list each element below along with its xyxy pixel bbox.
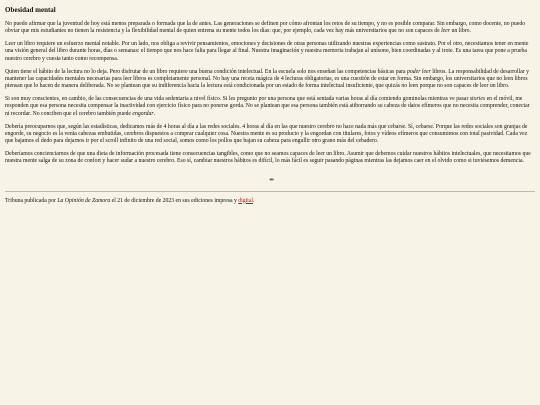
paragraph-4-text-c: .	[153, 110, 156, 117]
credit-text-a: Tribuna publicada por	[5, 197, 58, 204]
paragraph-6: Deberíamos concienciarnos de que una dieta de información procesada tiene consecuencias tangibles, como que no seamos capaces de leer un libro. Asumir que debemos cuidar nuestros hábitos intelectuales, que necesitamos que nuestra mente salga de su zona de confort y hacer sudar a nuestro cerebro. Eso sí, cambiar nuestros hábitos es difícil, lo más fácil es seguir pasando páginas mientras las dejamos caer en el olvido como si tuviésemos demencia.	[5, 151, 531, 165]
credit-text-b: el 21 de diciembre de 2023 en sus ediciones impresa y	[110, 197, 239, 204]
divider-line	[5, 191, 535, 192]
paragraph-4-text-a: Si son muy conscientes, en cambio, de las consecuencias de una vida sedentaria a nivel físico. Si les pregunto por una persona que está sentada varias horas al día comiendo gominolas mientras ve pasar	[5, 96, 470, 103]
credit-text-c: .	[252, 197, 255, 204]
paragraph-3-text-b: libros. La responsabilidad de desarrollar y mantener las capacidades mentales necesarias para leer libros es completamente personal. No hay una receta mágica de 4 lecturas obligatorias, es una cuestión de estar en forma. Sin embargo, los universitarios que no leen libros piensan que lo hacen de manera deliberada. No se plantean que su indiferencia hacia la lectura está condicionada por un estado de forma intelectual insuficiente, que quizás no leen porque no son capaces de leer un libro.	[5, 68, 530, 90]
paragraph-4	[5, 96, 535, 117]
publication-name: La Opinión de Zamora	[57, 197, 111, 204]
emphasis-leer: leer	[441, 28, 451, 35]
paragraph-1-text: No puedo afirmar que la juventud de hoy está menos preparada o formada que la de antes. Las generaciones se definen por cómo afrontan los retos de su tiempo, y no es posible comparar. Sin embargo, como docente, no puedo obviar que mis estudiantes no tienen la resistencia y la flexibilidad mental de quien entrena su mente todos los días: que, por ejemplo, cada vez hay más universitarios que no son capaces de	[5, 21, 526, 35]
paragraph-3-text-a: Quien tiene el hábito de la lectura no lo deja. Pero disfrutar de un libro requiere una buena condición intelectual. En la escuela solo nos enseñan las competencias básicas para	[5, 68, 408, 75]
paragraph-5: Debería preocuparnos que, según las estadísticas, dedicamos más de 4 horas al día a las redes sociales. 4 horas al día en las que nuestro cerebro no hace nada más que cebarse. Sí, cebarse. Porque las redes sociales son granjas de engorde, su negocio es la venta cabezas embutidas, cerebros dispuestos a comprar cualquier cosa. Nuestra mente es su producto y la engordan con titulares, fotos y vídeos efímeros que consumimos con total pasividad. Cada vez que bajamos el dedo para dejarnos ir por el scroll infinito de una red social, somos como los pollos que bajan su cabeza para engullir otro grano más del cebadero.	[5, 123, 528, 145]
digital-edition-link[interactable]: digital	[238, 197, 253, 204]
section-separator	[5, 176, 535, 190]
emphasis-engordar: engordar	[132, 110, 154, 117]
paragraph-4-text-b: en el móvil, me responden que esa persona necesita compensar la inactividad con ejercicio físico para no ponerse gorda. No se plantean que esa persona también está atiborrando su cabeza de datos efímeros que no necesita comprender, conectar ni recordar. No conciben que el cerebro también puede	[5, 96, 530, 117]
article-title: Obesidad mental	[5, 6, 56, 14]
publication-credit	[5, 198, 535, 205]
paragraph-3	[5, 69, 535, 90]
paragraph-2: Leer un libro requiere un esfuerzo mental notable. Por un lado, nos obliga a revivir pensamientos, emociones y decisiones de otras personas utilizando nuestras experiencias como sustrato. Por el otro, necesitamos tener en mente una visión general del libro durante horas, días o semanas: el tiempo que nos hace falta para llegar al final. Nuestra imaginación y nuestra memoria trabajan al unísono, bien coordinadas y al trote. Es una tarea que pone a prueba nuestro cerebro y cuesta tanto como recompensa.	[5, 41, 529, 62]
emphasis-poder-leer: poder leer	[407, 68, 431, 75]
paragraph-1-end: un libro.	[450, 28, 471, 35]
pen-nib-icon: ✒	[269, 175, 275, 184]
paragraph-1	[5, 21, 535, 35]
emphasis-stories: stories	[469, 96, 486, 103]
